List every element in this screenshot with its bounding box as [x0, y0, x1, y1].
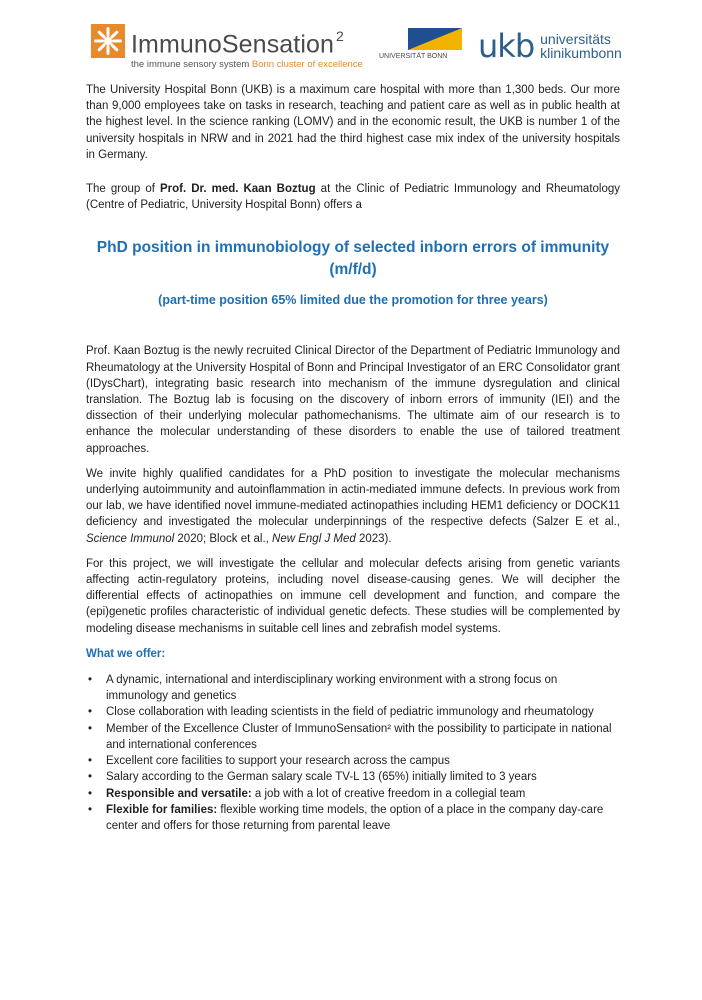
professor-name: Prof. Dr. med. Kaan Boztug	[159, 183, 316, 196]
offers-heading: What we offer:	[86, 647, 166, 660]
project-paragraph: For this project, we will investigate the cellular and molecular defects arising from genetic variants affecting actin-regulatory proteins, including novel disease-causing genes. We will decipher the differential effects of actinopathies on immune cell development and function, and compare the (epi)genetic profiles characteristic of individual genetic defects. These studies will be complemented by modeling disease mechanisms in suitable cell lines and zebrafish model systems.	[86, 557, 620, 635]
immunosensation-tagline: the immune sensory system Bonn cluster of excellence	[131, 59, 363, 71]
university-bonn-logo	[378, 28, 462, 60]
lab-description-paragraph: Prof. Kaan Boztug is the newly recruited Clinical Director of the Department of Pediatric Immunology and Rheumatology at the University Hospital of Bonn and Principal Investigator of an ERC Consolidator grant (IDysChart), integrating basic research into mechanism of the immune dysregulation and clinical translation. The Boztug lab is focusing on the discovery of inborn errors of immunity (IEI) and the dissection of their underlying molecular pathomechanisms. The ultimate aim of our research is to enhance the molecular understanding of these disorders to enable the use of tailored treatment approaches.	[86, 345, 620, 455]
group-paragraph: The group of Prof. Dr. med. Kaan Boztug at the Clinic of Pediatric Immunology and Rheumatology (Centre of Pediatric, University Hospital Bonn) offers a	[86, 183, 620, 212]
position-subtitle: (part-time position 65% limited due the promotion for three years)	[158, 293, 548, 308]
page-header	[0, 0, 702, 72]
offer-item: • Excellent core facilities to support your research across the campus	[88, 755, 450, 768]
invitation-paragraph: We invite highly qualified candidates for a PhD position to investigate the molecular mechanisms underlying autoimmunity and autoinflammation in actin-mediated immune defects. In previous work from our lab, we have identified novel immune-mediated actinopathies including HEM1 deficiency or DOCK11 deficiency and investigated the molecular underpinnings of the respective defects (Salzer E et al., Science Immunol 2020; Block et al., New Engl J Med 2023).	[86, 467, 620, 545]
ukb-logo	[478, 27, 622, 65]
intro-paragraph: The University Hospital Bonn (UKB) is a maximum care hospital with more than 1,300 beds. Our more than 9,000 employees take on tasks in research, teaching and patient care as well as in public health at the highest level. In the science ranking (LOMV) and in the economic result, the UKB is number 1 of the university hospitals in NRW and in 2021 had the third highest case mix index of the university hospitals in Germany.	[86, 84, 620, 161]
offer-item: • Close collaboration with leading scientists in the field of pediatric immunology and rheumatology	[88, 706, 594, 719]
svg-text:UNIVERSITÄT BONN: UNIVERSITÄT BONN	[379, 53, 448, 60]
ukb-line1: universitäts	[540, 31, 611, 47]
ukb-mark: ukb	[478, 27, 535, 65]
offer-item: • Member of the Excellence Cluster of ImmunoSensation² with the possibility to participate in national and international conferences	[88, 722, 612, 751]
immunosensation-name: ImmunoSensation $^2$	[131, 28, 344, 59]
immunosensation-logo	[91, 24, 363, 70]
offer-item: • A dynamic, international and interdisciplinary working environment with a strong focus on immunology and genetics	[88, 674, 558, 703]
offers-list	[86, 672, 620, 834]
document-body	[86, 82, 620, 834]
offer-item: • Salary according to the German salary scale TV-L 13 (65%) initially limited to 3 years	[88, 771, 537, 784]
ukb-line2: klinikumbonn	[540, 45, 622, 61]
offer-item: • Flexible for families: flexible working time models, the option of a place in the company day-care center and offers for those returning from parental leave	[88, 803, 604, 832]
offer-item: • Responsible and versatile: a job with a lot of creative freedom in a collegial team	[88, 787, 526, 800]
position-title: PhD position in immunobiology of selected inborn errors of immunity (m/f/d)	[96, 239, 610, 279]
immunosensation-star-icon	[91, 24, 125, 58]
university-bonn-graphic	[378, 28, 462, 60]
